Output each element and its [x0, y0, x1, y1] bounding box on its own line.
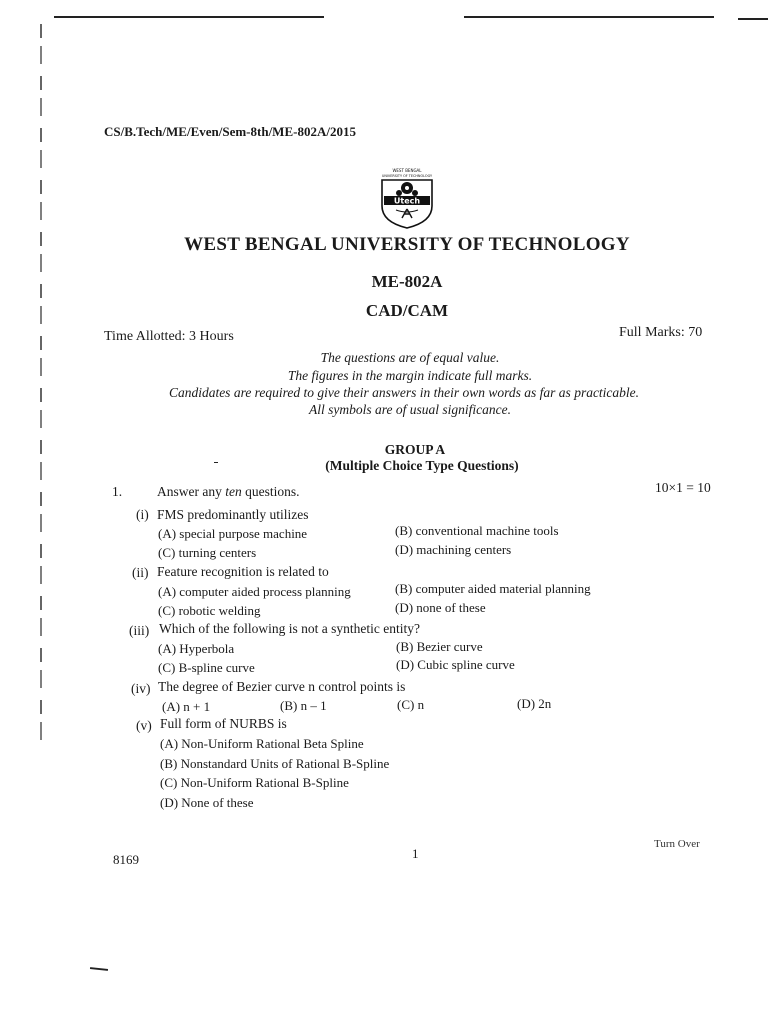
mcq-option: (D) 2n	[517, 696, 552, 711]
mcq-question: Full form of NURBS is	[160, 716, 287, 731]
mcq-question: Feature recognition is related to	[157, 564, 329, 579]
mcq-option: (B) n – 1	[280, 698, 327, 713]
scan-left-edge	[40, 24, 42, 744]
mcq-option: (A) computer aided process planning	[158, 584, 351, 599]
mcq-number: (iv)	[131, 681, 151, 696]
mcq-option: (C) turning centers	[158, 545, 257, 560]
svg-text:WEST BENGAL: WEST BENGAL	[392, 168, 422, 173]
instruction-line: Candidates are required to give their answers in their own words as far as practicable.	[168, 385, 640, 400]
scan-border-line	[464, 16, 714, 18]
mcq-option: (B) Bezier curve	[396, 639, 483, 654]
university-logo	[374, 166, 440, 230]
subject-code: ME-802A	[371, 272, 443, 291]
question-number: 1.	[112, 484, 123, 499]
mcq-number: (ii)	[132, 565, 149, 580]
instruction-line: All symbols are of usual significance.	[309, 402, 511, 417]
mcq-option: (A) Non-Uniform Rational Beta Spline	[160, 736, 364, 751]
turn-over-note: Turn Over	[654, 838, 700, 850]
mcq-option: (B) conventional machine tools	[395, 523, 559, 538]
mcq-option: (C) Non-Uniform Rational B-Spline	[160, 775, 349, 790]
university-name: WEST BENGAL UNIVERSITY OF TECHNOLOGY	[184, 234, 630, 255]
mcq-option: (D) machining centers	[395, 542, 512, 557]
mcq-question: FMS predominantly utilizes	[157, 507, 309, 522]
instruction-line: The questions are of equal value.	[320, 350, 500, 365]
question-marks: 10×1 = 10	[655, 480, 711, 495]
page-number: 1	[412, 846, 419, 861]
mcq-option: (A) special purpose machine	[158, 526, 308, 541]
instruction-line: The figures in the margin indicate full marks.	[287, 368, 533, 383]
scan-mark	[214, 462, 218, 463]
mcq-option: (A) n + 1	[162, 699, 211, 714]
mcq-option: (C) n	[397, 697, 425, 712]
scan-border-line	[54, 16, 324, 18]
mcq-number: (iii)	[129, 623, 150, 638]
mcq-option: (B) computer aided material planning	[395, 581, 591, 596]
mcq-option: (B) Nonstandard Units of Rational B-Spline	[160, 756, 390, 771]
svg-text:UNIVERSITY OF TECHNOLOGY: UNIVERSITY OF TECHNOLOGY	[381, 174, 433, 178]
mcq-option: (A) Hyperbola	[158, 641, 235, 656]
mcq-option: (D) Cubic spline curve	[396, 657, 515, 672]
mcq-question: The degree of Bezier curve n control points is	[158, 679, 406, 694]
scan-mark	[738, 18, 768, 20]
paper-serial: 8169	[113, 852, 139, 867]
mcq-option: (C) B-spline curve	[158, 660, 255, 675]
group-title: GROUP A	[384, 442, 446, 457]
question-prompt: Answer any ten questions.	[157, 484, 300, 499]
subject-name: CAD/CAM	[365, 301, 449, 320]
paper-code: CS/B.Tech/ME/Even/Sem-8th/ME-802A/2015	[104, 124, 356, 139]
mcq-option: (D) None of these	[160, 795, 254, 810]
mcq-question: Which of the following is not a synthetic entity?	[159, 621, 420, 636]
full-marks: Full Marks: 70	[619, 325, 703, 340]
mcq-option: (C) robotic welding	[158, 603, 261, 618]
mcq-number: (i)	[136, 507, 149, 522]
group-subtitle: (Multiple Choice Type Questions)	[325, 458, 519, 473]
svg-text:Utech: Utech	[393, 196, 421, 206]
time-allotted: Time Allotted: 3 Hours	[104, 329, 234, 344]
scan-mark	[90, 967, 108, 971]
mcq-option: (D) none of these	[395, 600, 486, 615]
mcq-number: (v)	[136, 718, 152, 733]
